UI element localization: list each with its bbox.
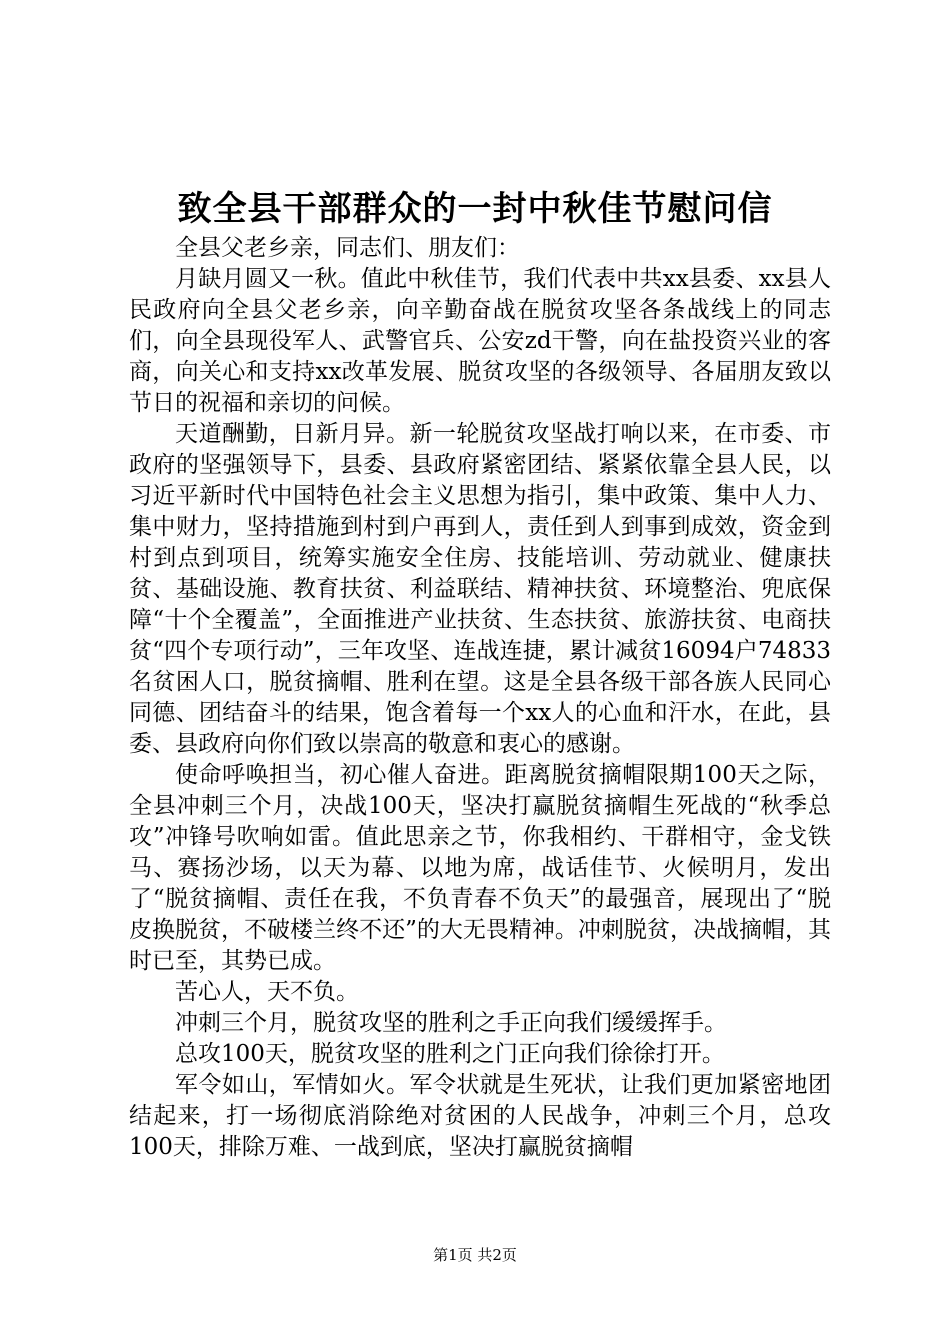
page-footer: 第1页 共2页 <box>433 1246 517 1264</box>
paragraph-5: 冲刺三个月，脱贫攻坚的胜利之手正向我们缓缓挥手。 <box>175 1010 727 1036</box>
salutation: 全县父老乡亲，同志们、朋友们： <box>175 235 520 261</box>
letter-body <box>129 233 831 1163</box>
document-title: 致全县干部群众的一封中秋佳节慰问信 <box>177 189 773 229</box>
paragraph-3: 使命呼唤担当，初心催人奋进。距离脱贫摘帽限期100天之际，全县冲刺三个月，决战100天，坚决打赢脱贫摘帽生死战的“秋季总攻”冲锋号吹响如雷。值此思亲之节，你我相约、干群相守，金戈铁马、赛扬沙场，以天为幕、以地为席，战话佳节、火候明月，发出了“脱贫摘帽、责任在我，不负青春不负天”的最强音，展现出了“脱皮换脱贫，不破楼兰终不还”的大无畏精神。冲刺脱贫，决战摘帽，其时已至，其势已成。 <box>129 762 831 974</box>
paragraph-6: 总攻100天，脱贫攻坚的胜利之门正向我们徐徐打开。 <box>175 1041 725 1067</box>
paragraph-2: 天道酬勤，日新月异。新一轮脱贫攻坚战打响以来，在市委、市政府的坚强领导下，县委、县政府紧密团结、紧紧依靠全县人民，以习近平新时代中国特色社会主义思想为指引，集中政策、集中人力、集中财力，坚持措施到村到户再到人，责任到人到事到成效，资金到村到点到项目，统筹实施安全住房、技能培训、劳动就业、健康扶贫、基础设施、教育扶贫、利益联结、精神扶贫、环境整治、兜底保障“十个全覆盖”，全面推进产业扶贫、生态扶贫、旅游扶贫、电商扶贫“四个专项行动”，三年攻坚、连战连捷，累计减贫16094户74833名贫困人口，脱贫摘帽、胜利在望。这是全县各级干部各族人民同心同德、团结奋斗的结果，饱含着每一个xx人的心血和汗水，在此，县委、县政府向你们致以崇高的敬意和衷心的感谢。 <box>129 421 831 757</box>
paragraph-7: 军令如山，军情如火。军令状就是生死状，让我们更加紧密地团结起来，打一场彻底消除绝对贫困的人民战争，冲刺三个月，总攻100天，排除万难、一战到底，坚决打赢脱贫摘帽 <box>129 1072 831 1160</box>
paragraph-1: 月缺月圆又一秋。值此中秋佳节，我们代表中共xx县委、xx县人民政府向全县父老乡亲，向辛勤奋战在脱贫攻坚各条战线上的同志们，向全县现役军人、武警官兵、公安zd干警，向在盐投资兴业的客商，向关心和支持xx改革发展、脱贫攻坚的各级领导、各届朋友致以节日的祝福和亲切的问候。 <box>129 266 831 416</box>
paragraph-4: 苦心人，天不负。 <box>175 979 359 1005</box>
